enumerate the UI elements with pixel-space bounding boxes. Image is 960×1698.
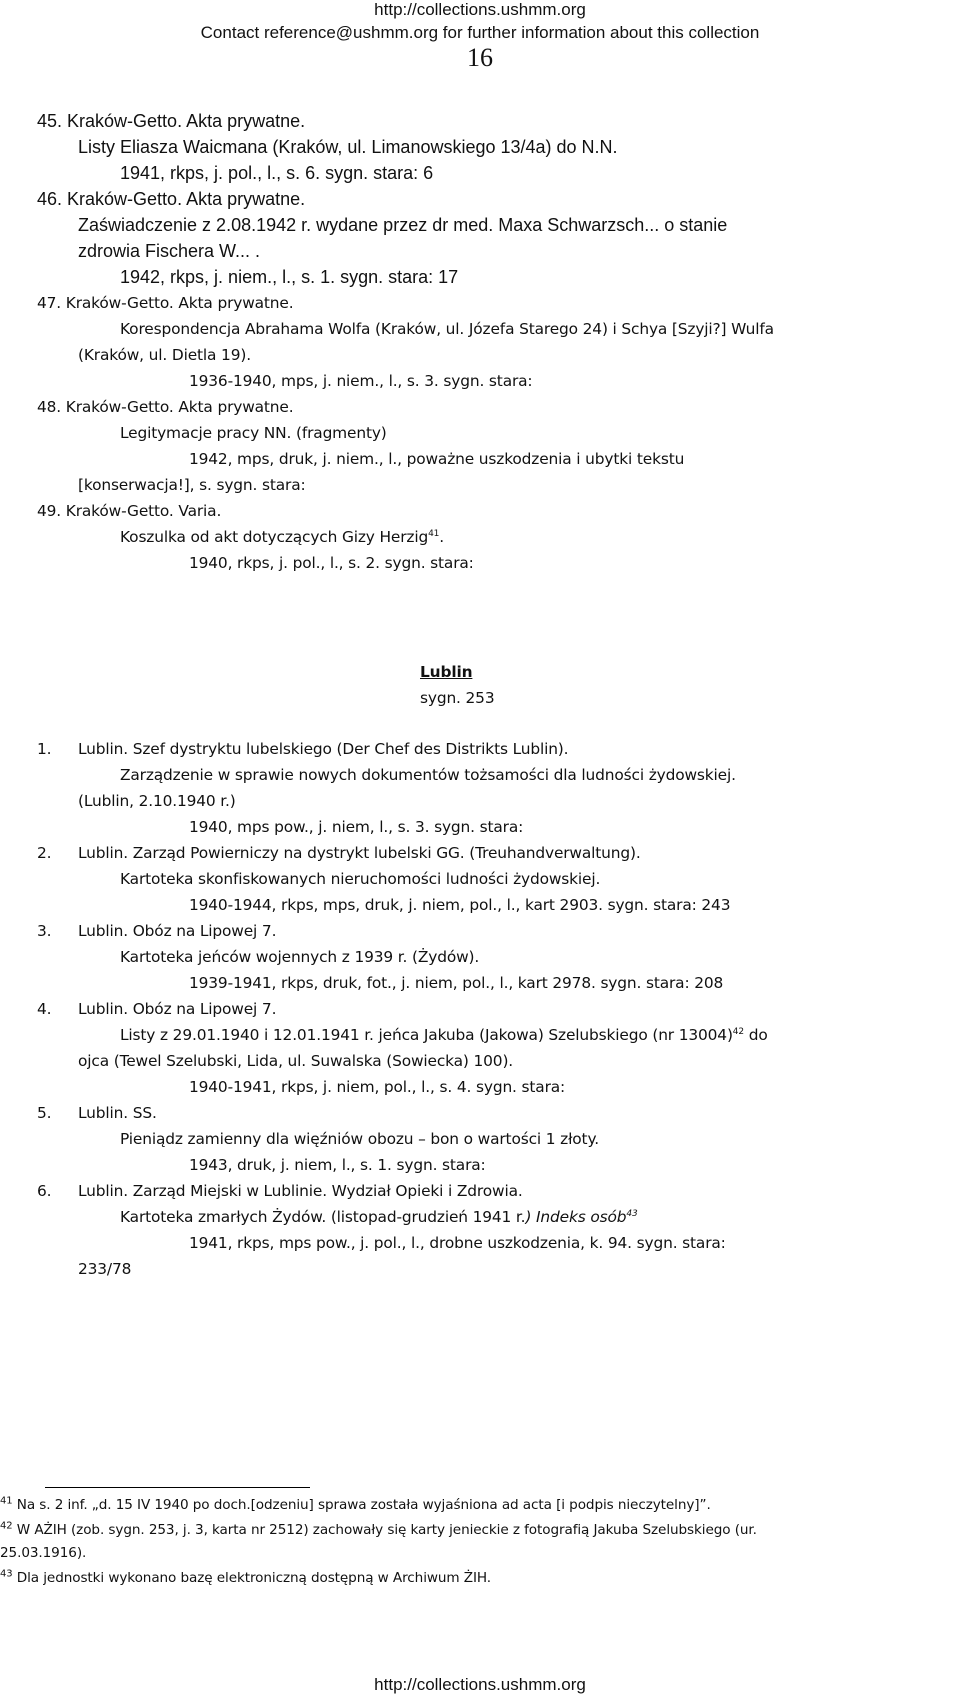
lublin-item-2-heading: Lublin. Zarząd Powierniczy na dystrykt lubelski GG. (Treuhandverwaltung). [78, 844, 641, 862]
header-url: http://collections.ushmm.org [374, 0, 586, 19]
footnote-separator [45, 1487, 310, 1488]
item-48-heading: 48. Kraków-Getto. Akta prywatne. [37, 398, 294, 416]
item-48-desc: 1942, mps, druk, j. niem., l., poważne uszkodzenia i ubytki tekstu [189, 450, 685, 468]
lublin-item-4-desc: 1940-1941, rkps, j. niem, pol., l., s. 4. sygn. stara: [189, 1078, 566, 1096]
item-47-title: Korespondencja Abrahama Wolfa (Kraków, ul. Józefa Starego 24) i Schya [Szyji?] Wulfa [120, 320, 774, 338]
lublin-item-2-number: 2. [37, 844, 52, 862]
lublin-item-6-heading: Lublin. Zarząd Miejski w Lublinie. Wydział Opieki i Zdrowia. [78, 1182, 523, 1200]
section-title: Lublin [420, 663, 473, 681]
lublin-item-1-heading: Lublin. Szef dystryktu lubelskiego (Der Chef des Distrikts Lublin). [78, 740, 569, 758]
item-46-desc: 1942, rkps, j. niem., l., s. 1. sygn. stara: 17 [120, 267, 459, 287]
item-45-desc: 1941, rkps, j. pol., l., s. 6. sygn. stara: 6 [120, 163, 434, 183]
item-49-title: Koszulka od akt dotyczących Gizy Herzig$^{41}$. [120, 528, 444, 546]
item-47-title-cont: (Kraków, ul. Dietla 19). [78, 346, 251, 364]
lublin-item-4-heading: Lublin. Obóz na Lipowej 7. [78, 1000, 277, 1018]
item-49-heading: 49. Kraków-Getto. Varia. [37, 502, 222, 520]
item-46-title: Zaświadczenie z 2.08.1942 r. wydane przez dr med. Maxa Schwarzsch... o stanie [78, 215, 728, 235]
footnote-ref-43: 43 [626, 1208, 638, 1219]
item-45-heading: 45. Kraków-Getto. Akta prywatne. [37, 111, 306, 131]
lublin-item-4-number: 4. [37, 1000, 52, 1018]
lublin-item-1-number: 1. [37, 740, 52, 758]
footnote-42-cont: 25.03.1916). [0, 1545, 87, 1561]
lublin-item-4-title-cont: ojca (Tewel Szelubski, Lida, ul. Suwalska (Sowiecka) 100). [78, 1052, 514, 1070]
item-46-heading: 46. Kraków-Getto. Akta prywatne. [37, 189, 306, 209]
page-number: 16 [467, 43, 493, 72]
lublin-item-5-heading: Lublin. SS. [78, 1104, 157, 1122]
lublin-item-3-number: 3. [37, 922, 52, 940]
lublin-item-5-number: 5. [37, 1104, 52, 1122]
lublin-item-4-title: Listy z 29.01.1940 i 12.01.1941 r. jeńca Jakuba (Jakowa) Szelubskiego (nr 13004)$^{42}$ do [120, 1026, 768, 1044]
footnote-41: $^{41}$ Na s. 2 inf. „d. 15 IV 1940 po doch.[odzeniu] sprawa została wyjaśniona ad acta [i podpis nieczytelny]”. [0, 1495, 711, 1513]
lublin-item-6-desc: 1941, rkps, mps pow., j. pol., l., drobne uszkodzenia, k. 94. sygn. stara: [189, 1234, 726, 1252]
lublin-item-1-title: Zarządzenie w sprawie nowych dokumentów tożsamości dla ludności żydowskiej. [120, 766, 736, 784]
lublin-item-3-desc: 1939-1941, rkps, druk, fot., j. niem, pol., l., kart 2978. sygn. stara: 208 [189, 974, 724, 992]
lublin-item-6-number: 6. [37, 1182, 52, 1200]
section-sygn: sygn. 253 [420, 689, 495, 707]
footer-url: http://collections.ushmm.org [374, 1675, 586, 1694]
lublin-item-6-desc-cont: 233/78 [78, 1260, 132, 1278]
lublin-item-3-heading: Lublin. Obóz na Lipowej 7. [78, 922, 277, 940]
item-47-desc: 1936-1940, mps, j. niem., l., s. 3. sygn. stara: [189, 372, 533, 390]
footnote-42: $^{42}$ W AŻIH (zob. sygn. 253, j. 3, karta nr 2512) zachowały się karty jenieckie z fotografią Jakuba Szelubskiego (ur. [0, 1520, 757, 1538]
item-48-title: Legitymacje pracy NN. (fragmenty) [120, 424, 387, 442]
lublin-item-2-desc: 1940-1944, rkps, mps, druk, j. niem, pol., l., kart 2903. sygn. stara: 243 [189, 896, 731, 914]
item-45-title: Listy Eliasza Waicmana (Kraków, ul. Limanowskiego 13/4a) do N.N. [78, 137, 618, 157]
lublin-item-2-title: Kartoteka skonfiskowanych nieruchomości ludności żydowskiej. [120, 870, 601, 888]
footnote-ref-41: 41 [428, 528, 440, 539]
lublin-item-5-title: Pieniądz zamienny dla więźniów obozu – bon o wartości 1 złoty. [120, 1130, 599, 1148]
lublin-item-1-title-cont: (Lublin, 2.10.1940 r.) [78, 792, 236, 810]
footnote-43: $^{43}$ Dla jednostki wykonano bazę elektroniczną dostępną w Archiwum ŻIH. [0, 1568, 491, 1586]
item-48-desc-cont: [konserwacja!], s. sygn. stara: [78, 476, 306, 494]
lublin-item-3-title: Kartoteka jeńców wojennych z 1939 r. (Żydów). [120, 948, 480, 966]
item-47-heading: 47. Kraków-Getto. Akta prywatne. [37, 294, 294, 312]
lublin-item-1-desc: 1940, mps pow., j. niem, l., s. 3. sygn. stara: [189, 818, 524, 836]
footnote-ref-42: 42 [732, 1026, 744, 1037]
item-49-desc: 1940, rkps, j. pol., l., s. 2. sygn. stara: [189, 554, 474, 572]
lublin-item-6-title: Kartoteka zmarłych Żydów. (listopad-grudzień 1941 r.) Indeks osób$^{43}$ [120, 1208, 638, 1226]
item-46-title-cont: zdrowia Fischera W... . [78, 241, 261, 261]
lublin-item-5-desc: 1943, druk, j. niem, l., s. 1. sygn. stara: [189, 1156, 486, 1174]
header-contact: Contact reference@ushmm.org for further information about this collection [200, 23, 760, 42]
